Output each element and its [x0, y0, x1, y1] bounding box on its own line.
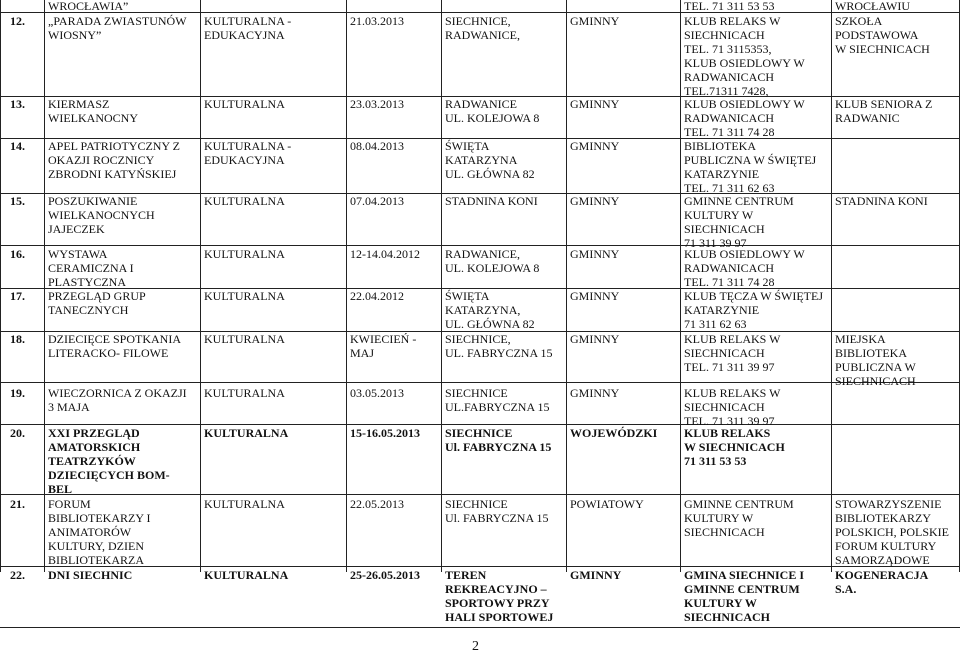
- event-place: SIECHNICE, RADWANICE,: [445, 14, 520, 42]
- event-name: WYSTAWA CERAMICZNA I PLASTYCZNA: [48, 247, 134, 289]
- row-number: 22.: [10, 568, 25, 582]
- event-date: KWIECIEŃ - MAJ: [350, 332, 417, 360]
- event-place: ŚWIĘTA KATARZYNA, UL. GŁÓWNA 82: [445, 289, 535, 331]
- event-organizer: KOGENERACJA S.A.: [835, 568, 929, 596]
- row-border: [0, 12, 960, 13]
- event-date: 12-14.04.2012: [350, 247, 420, 261]
- event-type: KULTURALNA: [204, 247, 285, 261]
- event-organizer: KLUB SENIORA Z RADWANIC: [835, 97, 933, 125]
- col-border: [566, 0, 567, 572]
- event-date: 15-16.05.2013: [350, 426, 420, 440]
- event-organizer: STOWARZYSZENIE BIBLIOTEKARZY POLSKICH, POLSKIE FORUM KULTURY SAMORZĄDOWE: [835, 497, 950, 567]
- page-number: 2: [472, 639, 479, 654]
- event-date: 08.04.2013: [350, 139, 404, 153]
- event-range: GMINNY: [570, 386, 620, 400]
- event-range: GMINNY: [570, 332, 620, 346]
- event-organizer: STADNINA KONI: [835, 194, 928, 208]
- col-border: [831, 0, 832, 572]
- col-border: [441, 0, 442, 572]
- top-row-title: WROCŁAWIA”: [48, 0, 129, 13]
- event-range: GMINNY: [570, 139, 620, 153]
- event-range: GMINNY: [570, 14, 620, 28]
- event-range: GMINNY: [570, 247, 620, 261]
- event-place: RADWANICE, UL. KOLEJOWA 8: [445, 247, 540, 275]
- event-range: GMINNY: [570, 568, 622, 582]
- event-contact: KLUB OSIEDLOWY W RADWANICACH TEL. 71 311 74 28: [684, 97, 805, 139]
- event-range: POWIATOWY: [570, 497, 644, 511]
- event-place: STADNINA KONI: [445, 194, 538, 208]
- event-name: PRZEGLĄD GRUP TANECZNYCH: [48, 289, 146, 317]
- event-range: GMINNY: [570, 289, 620, 303]
- event-type: KULTURALNA: [204, 289, 285, 303]
- event-name: DNI SIECHNIC: [48, 568, 133, 582]
- event-name: DZIECIĘCE SPOTKANIA LITERACKO- FILOWE: [48, 332, 181, 360]
- event-type: KULTURALNA - EDUKACYJNA: [204, 14, 292, 42]
- event-contact: KLUB RELAKS W SIECHNICACH TEL. 71 311 39 97: [684, 332, 781, 374]
- event-name: POSZUKIWANIE WIELKANOCNYCH JAJECZEK: [48, 194, 155, 236]
- event-place: SIECHNICE Ul. FABRYCZNA 15: [445, 426, 552, 454]
- row-number: 15.: [10, 194, 25, 208]
- event-name: KIERMASZ WIELKANOCNY: [48, 97, 138, 125]
- row-border: [0, 245, 960, 246]
- row-number: 17.: [10, 289, 25, 303]
- event-contact: KLUB RELAKS W SIECHNICACH TEL. 71 311 39 97: [684, 386, 781, 428]
- event-name: WIECZORNICA Z OKAZJI 3 MAJA: [48, 386, 187, 414]
- row-number: 16.: [10, 247, 25, 261]
- event-contact: GMINNE CENTRUM KULTURY W SIECHNICACH 71 311 39 97: [684, 194, 794, 250]
- event-name: FORUM BIBLIOTEKARZY I ANIMATORÓW KULTURY, DZIEN BIBLIOTEKARZA: [48, 497, 151, 567]
- event-place: ŚWIĘTA KATARZYNA UL. GŁÓWNA 82: [445, 139, 535, 181]
- event-date: 07.04.2013: [350, 194, 404, 208]
- event-contact: GMINNE CENTRUM KULTURY W SIECHNICACH: [684, 497, 794, 539]
- row-border: [0, 424, 960, 425]
- row-border: [0, 627, 960, 628]
- col-border: [680, 0, 681, 572]
- event-contact: BIBLIOTEKA PUBLICZNA W ŚWIĘTEJ KATARZYNIE TEL. 71 311 62 63: [684, 139, 817, 195]
- event-organizer: MIEJSKA BIBLIOTEKA PUBLICZNA W SIECHNICACH: [835, 332, 916, 388]
- row-number: 13.: [10, 97, 25, 111]
- event-type: KULTURALNA: [204, 332, 285, 346]
- col-border: [0, 0, 1, 572]
- row-number: 14.: [10, 139, 25, 153]
- event-date: 21.03.2013: [350, 14, 404, 28]
- event-date: 22.04.2012: [350, 289, 404, 303]
- event-contact: KLUB OSIEDLOWY W RADWANICACH TEL. 71 311 74 28: [684, 247, 805, 289]
- event-type: KULTURALNA: [204, 568, 289, 582]
- event-range: WOJEWÓDZKI: [570, 426, 658, 440]
- event-place: SIECHNICE Ul. FABRYCZNA 15: [445, 497, 549, 525]
- event-type: KULTURALNA: [204, 497, 285, 511]
- event-date: 23.03.2013: [350, 97, 404, 111]
- row-number: 18.: [10, 332, 25, 346]
- event-place: SIECHNICE UL.FABRYCZNA 15: [445, 386, 550, 414]
- event-contact: GMINA SIECHNICE I GMINNE CENTRUM KULTURY W SIECHNICACH: [684, 568, 805, 624]
- row-number: 19.: [10, 386, 25, 400]
- event-place: RADWANICE UL. KOLEJOWA 8: [445, 97, 540, 125]
- row-number: 21.: [10, 497, 25, 511]
- event-range: GMINNY: [570, 97, 620, 111]
- event-contact: KLUB RELAKS W SIECHNICACH TEL. 71 3115353, KLUB OSIEDLOWY W RADWANICACH TEL.71311 7428,: [684, 14, 805, 98]
- event-type: KULTURALNA - EDUKACYJNA: [204, 139, 292, 167]
- col-border: [346, 0, 347, 572]
- event-contact: KLUB TĘCZA W ŚWIĘTEJ KATARZYNIE 71 311 62 63: [684, 289, 823, 331]
- event-name: XXI PRZEGLĄD AMATORSKICH TEATRZYKÓW DZIECIĘCYCH BOM- BEL: [48, 426, 170, 496]
- event-name: APEL PATRIOTYCZNY Z OKAZJI ROCZNICY ZBRODNI KATYŃSKIEJ: [48, 139, 181, 181]
- event-organizer: SZKOŁA PODSTAWOWA W SIECHNICACH: [835, 14, 930, 56]
- event-type: KULTURALNA: [204, 386, 285, 400]
- event-date: 22.05.2013: [350, 497, 404, 511]
- col-border: [200, 0, 201, 572]
- event-date: 25-26.05.2013: [350, 568, 420, 582]
- row-number: 20.: [10, 426, 25, 440]
- event-place: SIECHNICE, UL. FABRYCZNA 15: [445, 332, 553, 360]
- top-row-org: WROCŁAWIU: [835, 0, 911, 13]
- event-contact: KLUB RELAKS W SIECHNICACH 71 311 53 53: [684, 426, 785, 468]
- event-place: TEREN REKREACYJNO – SPORTOWY PRZY HALI SPORTOWEJ: [445, 568, 554, 624]
- event-range: GMINNY: [570, 194, 620, 208]
- row-border: [0, 382, 960, 383]
- row-number: 12.: [10, 14, 25, 28]
- event-type: KULTURALNA: [204, 97, 285, 111]
- event-type: KULTURALNA: [204, 194, 285, 208]
- event-name: „PARADA ZWIASTUNÓW WIOSNY”: [48, 14, 187, 42]
- event-type: KULTURALNA: [204, 426, 289, 440]
- event-date: 03.05.2013: [350, 386, 404, 400]
- top-row-contact: TEL. 71 311 53 53: [684, 0, 775, 13]
- col-border: [44, 0, 45, 572]
